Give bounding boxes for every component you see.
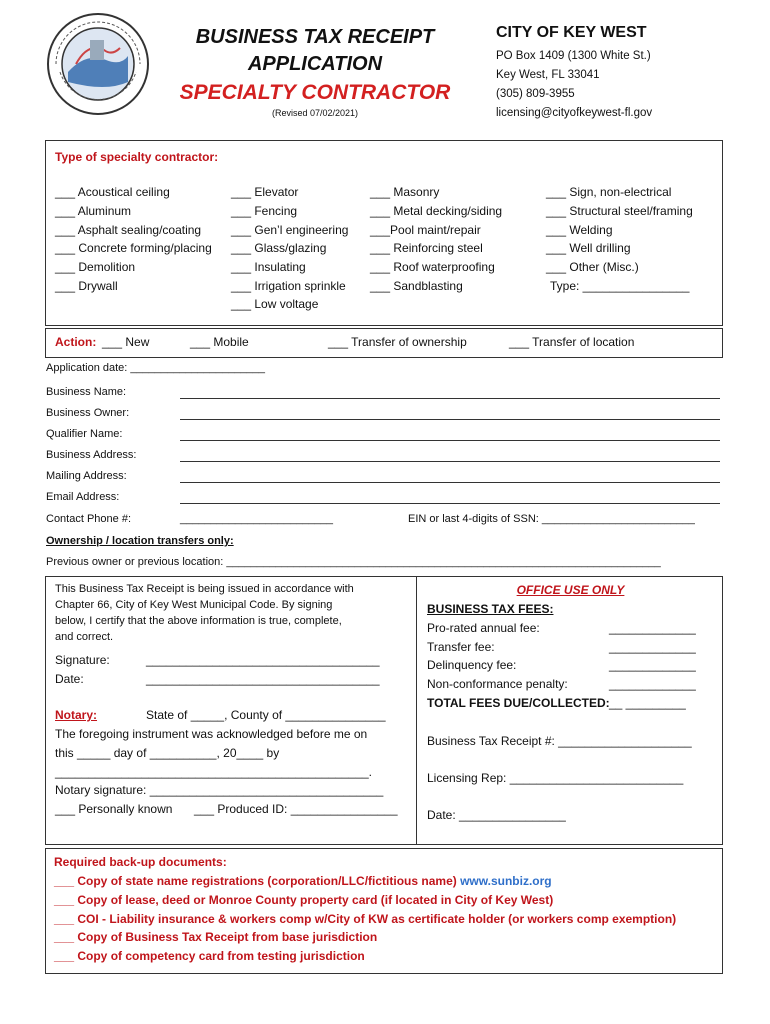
- option-sign[interactable]: ___ Sign, non-electrical: [546, 185, 672, 199]
- option-other-type[interactable]: Type: ________________: [550, 279, 690, 293]
- action-transfer-ownership[interactable]: ___ Transfer of ownership: [328, 335, 467, 349]
- specialty-type-section: [45, 140, 723, 326]
- date-label: Date:: [55, 672, 84, 686]
- email-address-label: Email Address:: [46, 491, 120, 503]
- qualifier-name-label: Qualifier Name:: [46, 428, 123, 440]
- form-title-line2: APPLICATION: [247, 53, 383, 75]
- ownership-transfers-heading: Ownership / location transfers only:: [46, 535, 234, 547]
- city-seal-logo: [46, 12, 150, 116]
- business-name-field[interactable]: [180, 398, 720, 399]
- specialty-type-label: Type of specialty contractor:: [55, 150, 219, 164]
- business-owner-label: Business Owner:: [46, 407, 130, 419]
- notary-produced-id[interactable]: ___ Produced ID: ________________: [194, 802, 398, 816]
- notary-personally-known[interactable]: ___ Personally known: [55, 802, 173, 816]
- certify-text-2: Chapter 66, City of Key West Municipal Code. By signing: [55, 599, 333, 611]
- form-subtitle: SPECIALTY CONTRACTOR: [179, 81, 451, 104]
- action-new[interactable]: ___ New: [102, 335, 150, 349]
- option-elevator[interactable]: ___ Elevator: [231, 185, 299, 199]
- qualifier-name-field[interactable]: [180, 440, 720, 441]
- city-address-2: Key West, FL 33041: [496, 69, 600, 81]
- city-email: licensing@cityofkeywest-fl.gov: [496, 107, 653, 119]
- transfer-fee-label: Transfer fee:: [427, 640, 495, 654]
- option-structural[interactable]: ___ Structural steel/framing: [546, 204, 693, 218]
- business-name-label: Business Name:: [46, 386, 127, 398]
- required-doc-base-receipt[interactable]: ___ Copy of Business Tax Receipt from base jurisdiction: [54, 930, 378, 944]
- action-mobile[interactable]: ___ Mobile: [190, 335, 249, 349]
- nonconformance-field[interactable]: _____________: [609, 677, 696, 691]
- total-fees-label: TOTAL FEES DUE/COLLECTED:: [427, 696, 610, 710]
- business-address-field[interactable]: [180, 461, 720, 462]
- office-use-section: [416, 576, 723, 845]
- option-drywall[interactable]: ___ Drywall: [55, 279, 118, 293]
- tax-fees-heading: BUSINESS TAX FEES:: [427, 602, 554, 616]
- contact-phone-field[interactable]: _________________________: [180, 513, 333, 525]
- option-other[interactable]: ___ Other (Misc.): [546, 260, 639, 274]
- option-irrigation[interactable]: ___ Irrigation sprinkle: [231, 279, 346, 293]
- form-title: BUSINESS TAX RECEIPT: [195, 26, 435, 48]
- option-metal-decking[interactable]: ___ Metal decking/siding: [370, 204, 503, 218]
- option-welding[interactable]: ___ Welding: [546, 223, 613, 237]
- city-name: CITY OF KEY WEST: [496, 24, 647, 41]
- mailing-address-label: Mailing Address:: [46, 470, 127, 482]
- prorated-fee-label: Pro-rated annual fee:: [427, 621, 540, 635]
- business-owner-field[interactable]: [180, 419, 720, 420]
- option-demolition[interactable]: ___ Demolition: [55, 260, 136, 274]
- signature-field[interactable]: ___________________________________: [146, 653, 380, 667]
- certification-section: [45, 576, 417, 845]
- notary-signature-field[interactable]: Notary signature: ___________________________________: [55, 783, 384, 797]
- option-fencing[interactable]: ___ Fencing: [231, 204, 298, 218]
- action-section: [45, 328, 723, 358]
- option-aluminum[interactable]: ___ Aluminum: [55, 204, 132, 218]
- licensing-rep-field[interactable]: Licensing Rep: __________________________: [427, 771, 684, 785]
- notary-line-2: The foregoing instrument was acknowledged before me on: [55, 727, 368, 741]
- date-field[interactable]: ___________________________________: [146, 672, 380, 686]
- option-asphalt[interactable]: ___ Asphalt sealing/coating: [55, 223, 202, 237]
- business-address-label: Business Address:: [46, 449, 137, 461]
- mailing-address-field[interactable]: [180, 482, 720, 483]
- required-doc-lease[interactable]: ___ Copy of lease, deed or Monroe County property card (if located in City of Key West): [54, 893, 554, 907]
- delinquency-fee-label: Delinquency fee:: [427, 658, 517, 672]
- action-transfer-location[interactable]: ___ Transfer of location: [509, 335, 635, 349]
- total-fees-field[interactable]: __ _________: [609, 696, 686, 710]
- option-insulating[interactable]: ___ Insulating: [231, 260, 306, 274]
- revision-date: (Revised 07/02/2021): [271, 108, 359, 118]
- required-doc-coi[interactable]: ___ COI - Liability insurance & workers comp w/City of KW as certificate holder (or workers comp exemption): [54, 912, 677, 926]
- city-address-1: PO Box 1409 (1300 White St.): [496, 50, 651, 62]
- prorated-fee-field[interactable]: _____________: [609, 621, 696, 635]
- application-date-field[interactable]: Application date: ______________________: [46, 362, 265, 374]
- signature-label: Signature:: [55, 653, 110, 667]
- sunbiz-link[interactable]: www.sunbiz.org: [460, 874, 552, 888]
- required-doc-state-registration[interactable]: [54, 874, 552, 888]
- notary-line-3[interactable]: this _____ day of __________, 20____ by: [55, 746, 280, 760]
- notary-line-4[interactable]: _______________________________________________.: [55, 765, 373, 779]
- option-acoustical[interactable]: ___ Acoustical ceiling: [55, 185, 170, 199]
- email-address-field[interactable]: [180, 503, 720, 504]
- option-pool[interactable]: ___Pool maint/repair: [370, 223, 481, 237]
- certify-text-4: and correct.: [55, 631, 114, 643]
- option-sandblasting[interactable]: ___ Sandblasting: [370, 279, 463, 293]
- contact-phone-label: Contact Phone #:: [46, 513, 132, 525]
- nonconformance-label: Non-conformance penalty:: [427, 677, 568, 691]
- option-well-drilling[interactable]: ___ Well drilling: [546, 241, 631, 255]
- option-low-voltage[interactable]: ___ Low voltage: [231, 297, 319, 311]
- option-reinforcing[interactable]: ___ Reinforcing steel: [370, 241, 483, 255]
- city-phone: (305) 809-3955: [496, 88, 575, 100]
- certify-text-3: below, I certify that the above information is true, complete,: [55, 615, 342, 627]
- required-doc-state-registration-text: ___ Copy of state name registrations (corporation/LLC/fictitious name): [54, 874, 461, 888]
- option-roof[interactable]: ___ Roof waterproofing: [370, 260, 495, 274]
- option-glass[interactable]: ___ Glass/glazing: [231, 241, 327, 255]
- option-masonry[interactable]: ___ Masonry: [370, 185, 440, 199]
- notary-state-county[interactable]: State of _____, County of _______________: [146, 708, 386, 722]
- previous-owner-field[interactable]: Previous owner or previous location: _______________________________________________________________________: [46, 556, 661, 568]
- delinquency-fee-field[interactable]: _____________: [609, 658, 696, 672]
- office-date-field[interactable]: Date: ________________: [427, 808, 566, 822]
- receipt-number-field[interactable]: Business Tax Receipt #: ____________________: [427, 734, 692, 748]
- option-engineering[interactable]: ___ Gen’l engineering: [231, 223, 349, 237]
- office-use-heading: OFFICE USE ONLY: [516, 583, 625, 597]
- required-doc-competency[interactable]: ___ Copy of competency card from testing jurisdiction: [54, 949, 365, 963]
- required-documents-section: [45, 848, 723, 974]
- notary-label: Notary:: [55, 708, 98, 722]
- option-concrete[interactable]: ___ Concrete forming/placing: [55, 241, 212, 255]
- required-documents-heading: Required back-up documents:: [54, 855, 227, 869]
- transfer-fee-field[interactable]: _____________: [609, 640, 696, 654]
- ein-ssn-field[interactable]: EIN or last 4-digits of SSN: _________________________: [408, 513, 695, 525]
- action-label: Action:: [55, 335, 97, 349]
- certify-text-1: This Business Tax Receipt is being issued in accordance with: [55, 583, 354, 595]
